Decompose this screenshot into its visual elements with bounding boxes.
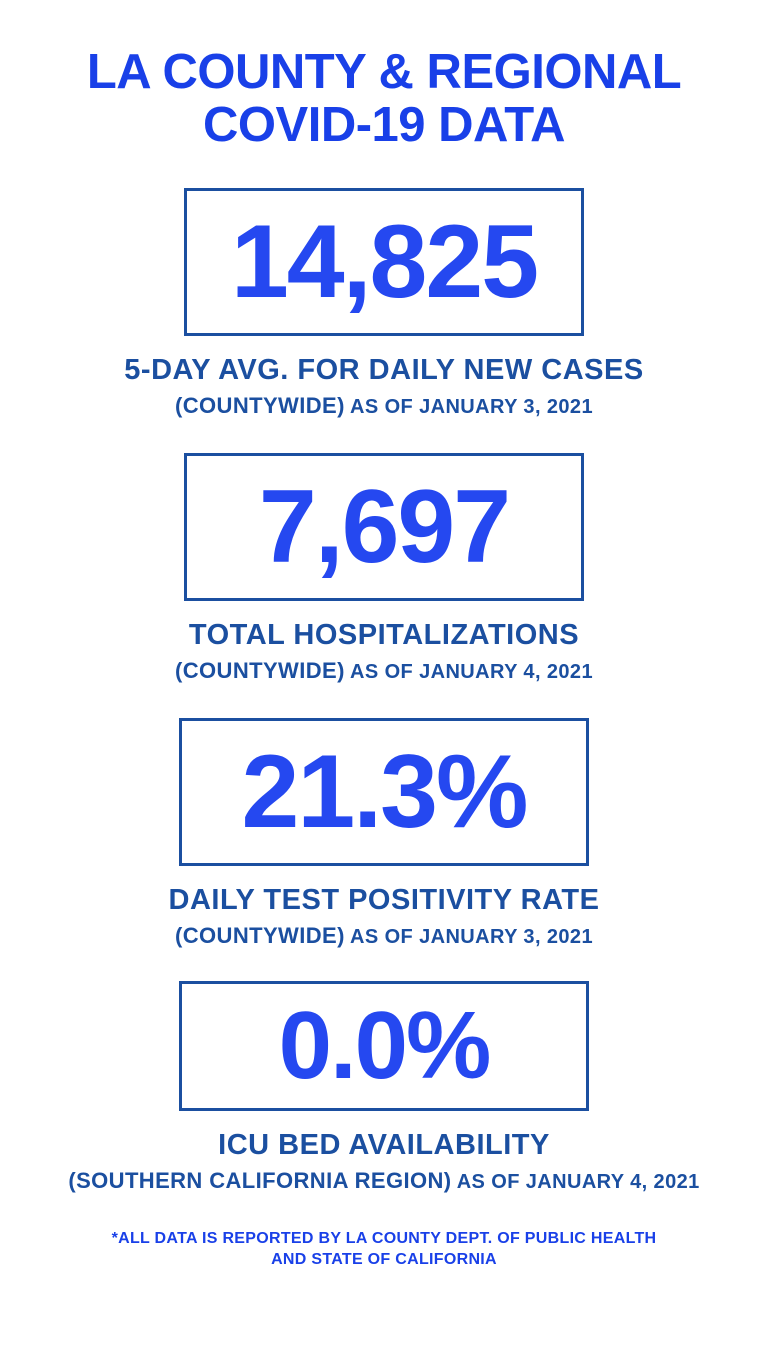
stat-block-total-hospitalizations (0, 453, 768, 684)
stat-value: 7,697 (258, 468, 510, 585)
stat-sublabel (175, 393, 593, 419)
stat-block-icu-bed-availability (0, 981, 768, 1194)
stat-scope: (COUNTYWIDE) (175, 657, 345, 683)
stat-value: 0.0% (278, 991, 490, 1099)
stat-scope: (COUNTYWIDE) (175, 392, 345, 418)
stat-value-box (184, 453, 584, 601)
stat-scope: (COUNTYWIDE) (175, 922, 345, 948)
page-title (87, 46, 681, 152)
stat-value: 14,825 (230, 203, 538, 320)
stat-as-of: AS OF JANUARY 4, 2021 (350, 660, 593, 683)
page-title-line-1: LA COUNTY & REGIONAL (86, 45, 682, 99)
stat-value-box (184, 188, 584, 336)
stat-as-of: AS OF JANUARY 3, 2021 (350, 395, 593, 418)
page-title-line-2: COVID-19 DATA (203, 97, 565, 152)
stat-sublabel (175, 923, 593, 949)
stat-sublabel (175, 658, 593, 684)
footnote (112, 1228, 657, 1271)
stat-value-box (179, 718, 589, 866)
stat-as-of: AS OF JANUARY 4, 2021 (456, 1170, 700, 1193)
stat-label: TOTAL HOSPITALIZATIONS (188, 618, 580, 651)
stat-sublabel (68, 1168, 699, 1194)
stat-block-daily-new-cases (0, 188, 768, 419)
stat-as-of: AS OF JANUARY 3, 2021 (350, 925, 593, 948)
stat-block-test-positivity-rate (0, 718, 768, 949)
stat-label: ICU BED AVAILABILITY (218, 1128, 550, 1161)
footnote-line-1: *ALL DATA IS REPORTED BY LA COUNTY DEPT. OF PUBLIC HEALTH (111, 1229, 657, 1247)
stat-label: 5-DAY AVG. FOR DAILY NEW CASES (124, 353, 644, 386)
stat-value: 21.3% (241, 733, 527, 850)
footnote-line-2: AND STATE OF CALIFORNIA (271, 1251, 497, 1269)
stat-label: DAILY TEST POSITIVITY RATE (168, 883, 600, 916)
stat-scope: (SOUTHERN CALIFORNIA REGION) (68, 1167, 452, 1193)
stat-value-box (179, 981, 589, 1111)
